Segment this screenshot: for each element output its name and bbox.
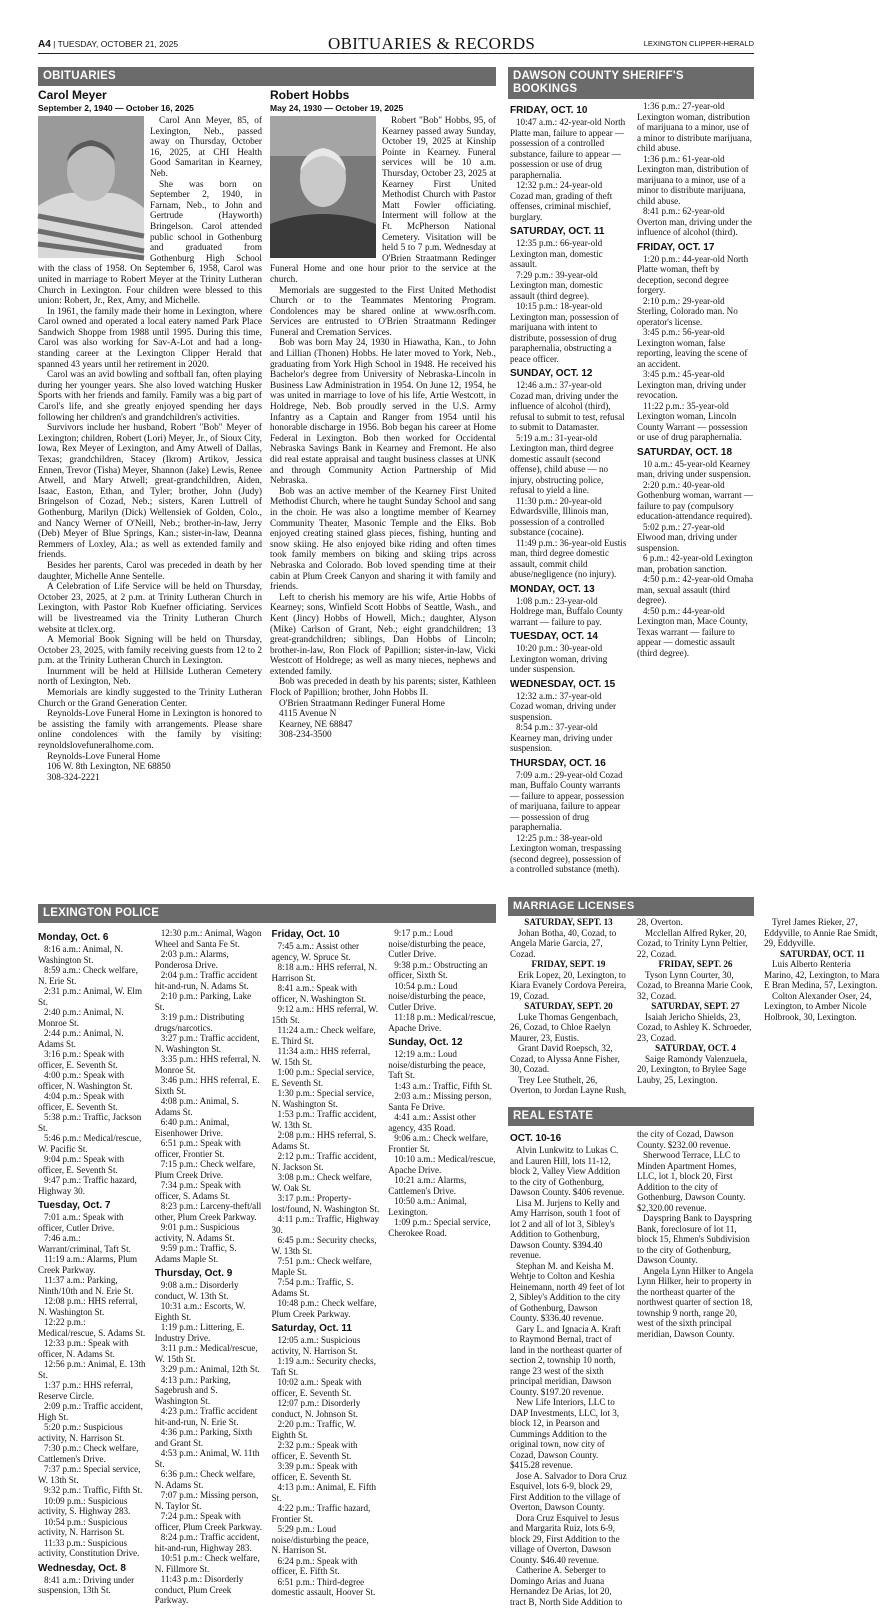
- police-list: [38, 928, 496, 1606]
- list-item: Erik Lopez, 20, Lexington, to Kiara Evanely Cordova Pereira, 19, Cozad.: [510, 969, 627, 1001]
- obit-paragraph: Reynolds-Love Funeral Home in Lexington is honored to be assisting the family with arrangements. Please share online condolences with the family by visiting: reynoldslovefuneralhome.com.: [38, 709, 262, 752]
- marriage-list: [510, 917, 880, 1099]
- list-item: 3:11 p.m.: Medical/rescue, W. 15th St.: [154, 1343, 258, 1364]
- list-item: 5:38 p.m.: Traffic, Jackson St.: [38, 1112, 142, 1133]
- list-item: Mcclellan Alfred Ryker, 20, Cozad, to Trinity Lynn Peltier, 22, Cozad.: [637, 927, 748, 959]
- obit-photo: [270, 116, 376, 258]
- list-item: 8:41 a.m.: Driving under suspension, 13th St.: [38, 1574, 135, 1595]
- list-item: 3:45 p.m.: 45-year-old Lexington man, driving under revocation.: [637, 369, 747, 400]
- list-item: Alvin Lunkwitz to Lukas C. and Lauren Hill, lots 11-12, block 2, Valley View Addition to the city of Gothenburg, Dawson County. $406 revenue.: [510, 1145, 625, 1197]
- list-item: 10:31 a.m.: Escorts, W. Eighth St.: [154, 1301, 246, 1322]
- list-item: 4:23 p.m.: Traffic accident hit-and-run, N. Erie St.: [154, 1406, 258, 1427]
- list-item: Jose A. Salvador to Dora Cruz Esquivel, lots 6-9, block 29, First Addition to the village of Overton, Dawson County.: [510, 1470, 627, 1512]
- day-heading: SATURDAY, OCT. 18: [637, 446, 733, 458]
- list-item: 8:16 a.m.: Animal, N. Washington St.: [38, 944, 124, 965]
- list-item: Lisa M. Jurjens to Kelly and Amy Harrison, south 1 foot of lot 2 and all of lot 3, Sibley's Addition to Gothenburg, Dawson County. $394.40 revenue.: [510, 1197, 621, 1260]
- list-item: 9:06 a.m.: Check welfare, Frontier St.: [388, 1133, 489, 1154]
- list-item: 7:24 p.m.: Speak with officer, Plum Creek Parkway.: [154, 1511, 262, 1532]
- list-item: 7:37 p.m.: Special service, W. 13th St.: [38, 1464, 141, 1485]
- day-heading: Monday, Oct. 6: [38, 932, 109, 943]
- list-item: 12:25 p.m.: 38-year-old Lexington woman, trespassing (second degree), possession of a controlled substance (meth).: [510, 832, 622, 874]
- list-item: 10:50 a.m.: Animal, Lexington.: [388, 1196, 467, 1217]
- funeral-home-address: 308-324-2221: [47, 772, 100, 783]
- page-header: [38, 34, 754, 54]
- day-heading: Friday, Oct. 10: [271, 929, 340, 940]
- list-item: 11:22 p.m.: 35-year-old Lexington woman, Lincoln County Warrant — possession or use of drug paraphernalia.: [637, 400, 748, 442]
- list-item: 6:51 p.m.: Third-degree domestic assault, Hoover St.: [271, 1576, 376, 1597]
- list-item: 12:08 p.m.: HHS referral, N. Washington St.: [38, 1296, 138, 1317]
- list-item: Catherine A. Seberger to Domingo Arias and Juana Hernandez De Arias, lot 20, tract B, North Side Addition to the city of Cozad, Dawson County. $232.00 revenue.: [510, 1129, 734, 1607]
- list-item: 11:49 p.m.: 36-year-old Eustis man, third degree domestic assault, commit child abuse/negligence (no injury).: [510, 537, 627, 579]
- funeral-home-address: 308-234-3500: [279, 730, 332, 741]
- list-item: Luke Thomas Gengenbach, 26, Cozad, to Chloe Raelyn Maurer, 23, Eustis.: [510, 1011, 619, 1043]
- list-item: 6:51 p.m.: Speak with officer, Frontier St.: [154, 1138, 241, 1159]
- obit-paragraph: Besides her parents, Carol was preceded in death by her daughter, Michelle Anne Sentelle.: [38, 560, 262, 582]
- funeral-home-address: 106 W. 8th Lexington, NE 68850: [47, 762, 171, 773]
- obit-name: Carol Meyer: [38, 88, 107, 102]
- list-item: 4:41 a.m.: Assist other agency, 435 Road.: [388, 1112, 476, 1133]
- list-item: 9:01 p.m.: Suspicious activity, N. Adams St.: [154, 1222, 240, 1243]
- day-heading: SUNDAY, OCT. 12: [510, 368, 593, 379]
- list-item: 10:48 p.m.: Check welfare, Plum Creek Parkway.: [271, 1298, 377, 1319]
- list-item: 1:08 p.m.: 23-year-old Holdrege man, Buffalo County warrant — failure to pay.: [510, 595, 623, 627]
- list-item: 1:36 p.m.: 27-year-old Lexington woman, distribution of marijuana to a minor, use of a minor to distribute marijuana, child abuse.: [637, 101, 752, 153]
- list-item: 8:41 a.m.: Speak with officer, N. Washington St.: [271, 983, 367, 1004]
- list-item: 3:19 p.m.: Distributing drugs/narcotics.: [154, 1012, 245, 1033]
- obit-paragraph: Memorials are kindly suggested to the Trinity Lutheran Church or the Grand Generation Center.: [38, 688, 262, 709]
- list-item: 5:02 p.m.: 27-year-old Elwood man, driving under suspension.: [637, 521, 738, 553]
- list-item: 9:12 a.m.: HHS referral, W. 15th St.: [271, 1004, 379, 1025]
- list-item: 2:44 p.m.: Animal, N. Adams St.: [38, 1028, 124, 1049]
- list-item: 1:30 p.m.: Special service, N. Washington St.: [271, 1088, 374, 1109]
- list-item: 7:46 a.m.: Warrant/criminal, Taft St.: [38, 1233, 131, 1254]
- list-item: 4:00 p.m.: Speak with officer, N. Washington St.: [38, 1070, 133, 1091]
- obit-paragraph: Survivors include her husband, Robert "Bob" Meyer of Lexington; children, Robert (Lori) Meyer, Jr., of Sioux City, Iowa, Rex Meyer of Lexington, and Amy Atwell of Dallas, Texas; grandchildren, Stacey (Ikrom) Artikov, Jessica Ennen, Trevor (Tisha) Meyer, Shannon (Jake) Lewis, Renee Atwell, and Mary Atwell; great-grandchildren, Aiden, Isaac, Easton, Ethan, and Tyler; brother, John (Judy) Bringelson of Cozad, Neb.; sisters, Karen Luttrell of Gothenburg, Marilyn (Dick) Wellensiek of Golden, Colo., and Nancy Werner of O'Neill, Neb.; brother-in-law, Jerry (Deb) Meyer of Blue Springs, Kan.; sister-in-law, Deanna Remmers of Loxley, Ala.; as well as extended family and friends.: [38, 423, 262, 561]
- list-item: 1:53 p.m.: Traffic accident, W. 13th St.: [271, 1109, 377, 1130]
- list-item: 6:36 p.m.: Check welfare, N. Adams St.: [154, 1469, 256, 1490]
- list-item: 4:11 p.m.: Traffic, Highway 30.: [271, 1214, 380, 1235]
- list-item: 11:33 p.m.: Suspicious activity, Constitution Drive.: [38, 1537, 140, 1558]
- funeral-home-address: Reynolds-Love Funeral Home: [47, 751, 161, 762]
- list-item: 2:08 p.m.: HHS referral, S. Adams St.: [271, 1130, 376, 1151]
- list-item: 10:20 p.m.: 30-year-old Lexington woman, driving under suspension.: [510, 643, 608, 674]
- obit-paragraph: Carol was an avid bowling and softball fan, often playing during her younger years. She also loved watching Husker Sports with her friends and family. Family was a big part of Carol's life, and she greatly enjoyed spending her days following her children's and grandchildren's activities.: [38, 370, 262, 423]
- list-item: 4:50 p.m.: 42-year-old Omaha man, sexual assault (third degree).: [637, 574, 754, 605]
- list-item: 7:29 p.m.: 39-year-old Lexington man, domestic assault (third degree).: [510, 269, 603, 301]
- obit-paragraph: Bob was an active member of the Kearney First United Methodist Church, where he taught Sunday School and sang in the choir. He was also a longtime member of Kearney Community Theater, Masonic Temple and the Elks. Bob enjoyed creating stained glass pieces, fishing, hunting and snow skiing. He also enjoyed bike riding and often times took family members on biking and skiing trips across Nebraska and Colorado. Bob loved spending time at their cabin at Plum Creek Canyon and sharing it with family and friends.: [270, 486, 496, 593]
- list-item: 6 p.m.: 42-year-old Lexington man, probation sanction.: [637, 553, 753, 574]
- list-item: 7:51 p.m.: Check welfare, Maple St.: [271, 1256, 372, 1277]
- obit-paragraph: Bob was born May 24, 1930 in Hiawatha, Kan., to John and Lillian (Thonen) Hobbs. He later moved to York, Neb., graduating from York High School in 1948. He received his Bachelor's degree from University of Nebraska-Lincoln in Business Law Administration in 1954. On June 12, 1954, he was united in marriage to love of his life, Artie Westcott, in Holdrege, Neb. Bob proudly served in the U.S. Army Infantry as a Captain and Ranger from 1954 until his honorable discharge in 1956. Bob began his career at Home Federal in Lexington. Bob then worked for Occidental Nebraska Savings Bank in Kearney and Fremont. He also did real estate appraisal and taught business classes at UNK and through Community Action Partnership of Mid Nebraska.: [270, 338, 496, 487]
- list-item: 4:22 p.m.: Traffic hazard, Frontier St.: [271, 1503, 371, 1524]
- list-item: Johan Botha, 40, Cozad, to Angela Marie Garcia, 27, Cozad.: [510, 927, 617, 959]
- list-item: 2:20 p.m.: 40-year-old Gothenburg woman, warrant — failure to pay (compulsory education-attendance required).: [637, 479, 754, 521]
- list-item: 9:08 a.m.: Disorderly conduct, W. 13th St.: [154, 1280, 239, 1301]
- list-item: 8:41 p.m.: 62-year-old Overton man, driving under the influence of alcohol (third).: [637, 206, 752, 237]
- day-heading: Tuesday, Oct. 7: [38, 1200, 111, 1211]
- list-item: Tyrel James Rieker, 27, Eddyville, to Annie Rae Smidt, 29, Eddyville.: [764, 917, 878, 948]
- list-item: 2:03 a.m.: Missing person, Santa Fe Drive.: [388, 1091, 492, 1112]
- section-title: OBITUARIES & RECORDS: [328, 34, 536, 53]
- list-item: Saige Ramondy Valenzuela, 20, Lexington, to Brylee Sage Lauby, 25, Lexington.: [637, 1053, 748, 1085]
- list-item: Gary L. and Ignacia A. Kraft to Raymond Bernal, tract of land in the northeast quarter of section 2, township 10 north, range 23 west of the sixth principal meridian, Dawson County. $197.20 revenue.: [510, 1323, 622, 1397]
- list-item: Isaiah Jericho Shields, 23, Cozad, to Ashley K. Schroeder, 23, Cozad.: [637, 1011, 752, 1043]
- list-item: Sherwood Terrace, LLC to Minden Apartment Homes, LLC, lot 1, block 20, First Addition to the city of Gothenburg, Dawson County. $2,320.00 revenue.: [637, 1150, 746, 1213]
- list-item: 7:15 p.m.: Check welfare, Plum Creek Drive.: [154, 1159, 256, 1180]
- list-item: 11:18 p.m.: Medical/rescue, Apache Drive.: [388, 1012, 496, 1033]
- funeral-home-address: 4115 Avenue N: [279, 709, 337, 720]
- list-item: 2:31 p.m.: Animal, W. Elm St.: [38, 986, 143, 1007]
- list-item: 8:18 a.m.: HHS referral, N. Harrison St.: [271, 962, 377, 983]
- list-item: 10 a.m.: 45-year-old Kearney man, driving under suspension.: [637, 458, 751, 479]
- day-heading: SATURDAY, OCT. 11: [510, 226, 605, 237]
- list-item: 12:35 p.m.: 66-year-old Lexington man, domestic assault.: [510, 238, 603, 269]
- list-item: 11:24 a.m.: Check welfare, E. Third St.: [271, 1025, 376, 1046]
- list-item: 3:08 p.m.: Check welfare, W. Oak St.: [271, 1172, 372, 1193]
- day-heading: FRIDAY, SEPT. 26: [658, 959, 733, 969]
- list-item: 4:50 p.m.: 44-year-old Lexington man, Mace County, Texas warrant — failure to appear — domestic assault (third degree).: [637, 605, 748, 658]
- day-heading: Saturday, Oct. 11: [271, 1323, 352, 1334]
- issue-date: TUESDAY, OCTOBER 21, 2025: [57, 39, 179, 49]
- list-item: 8:23 p.m.: Larceny-theft/all other, Plum Creek Parkway.: [154, 1201, 262, 1222]
- list-item: 9:47 p.m.: Traffic hazard, Highway 30.: [38, 1175, 137, 1196]
- list-item: 10:47 a.m.: 42-year-old North Platte man, failure to appear — possession of a controlled substance, failure to appear — possession or use of drug paraphernalia.: [510, 117, 626, 180]
- list-item: 12:30 p.m.: Animal, Wagon Wheel and Santa Fe St.: [154, 928, 262, 949]
- list-item: 2:03 p.m.: Alarms, Ponderosa Drive.: [154, 949, 229, 970]
- list-item: 7:45 a.m.: Assist other agency, W. Spruce St.: [271, 941, 360, 962]
- bookings-header: DAWSON COUNTY SHERIFF'S BOOKINGS: [508, 67, 754, 99]
- list-item: 6:45 p.m.: Security checks, W. 13th St.: [271, 1235, 377, 1256]
- list-item: 5:19 a.m.: 31-year-old Lexington man, third degree domestic assault (second offense), child abuse — no injury, obstructing police, refusal to yield a line.: [510, 432, 614, 495]
- obit-paragraph: Carol Ann Meyer, 85, of Lexington, Neb., passed away on Thursday, October 16, 2025, at CHI Health Good Samaritan in Kearney, Neb.: [150, 116, 262, 179]
- day-heading: TUESDAY, OCT. 14: [510, 631, 598, 642]
- list-item: Angela Lynn Hilker to Angela Lynn Hilker, heir to property in the northeast quarter of the northwest quarter of section 18, township 9 north, range 20, west of the sixth principal meridian, Dawson County.: [637, 1265, 754, 1339]
- list-item: 11:43 p.m.: Disorderly conduct, Plum Creek Parkway.: [154, 1574, 244, 1605]
- obituary-hobbs: [270, 88, 496, 896]
- obit-name: Robert Hobbs: [270, 88, 350, 102]
- day-heading: FRIDAY, OCT. 10: [510, 105, 588, 116]
- obit-paragraph: Left to cherish his memory are his wife, Artie Hobbs of Kearney; sons, Winfield Scott Hobbs of Seattle, Wash., and Kent (Jincy) Hobbs of Howell, Mich.; daughter, Alyson (Mike) Carlson of Grant, Neb.; eight grandchildren; 13 great-grandchildren; siblings, Dan Hobbs of Lincoln; brother-in-law, Ron Flock of Papillion; sister-in-law, Vicki Westcott of Holdrege; as well as many nieces, nephews and extended family.: [270, 592, 496, 677]
- list-item: 5:20 p.m.: Suspicious activity, N. Harrison St.: [38, 1422, 125, 1443]
- day-heading: SATURDAY, OCT. 4: [655, 1043, 736, 1053]
- list-item: 9:17 p.m.: Loud noise/disturbing the peace, Cutler Drive.: [388, 928, 486, 959]
- day-heading: SATURDAY, SEPT. 27: [651, 1001, 740, 1011]
- obit-paragraph: In 1961, the family made their home in Lexington, where Carol owned and operated a local eatery named Park Place Sandwich Shoppe from 1988 until 1995. During this time, Carol was also working for Sav-A-Lot and had a long-standing career at the Lexington Clipper Herald that spanned 43 years until her retirement in 2020.: [38, 306, 262, 370]
- list-item: 9:32 p.m.: Traffic, Fifth St.: [44, 1485, 143, 1495]
- list-item: 1:20 p.m.: 44-year-old North Platte woman, theft by deception, second degree forgery.: [637, 253, 749, 295]
- real-estate-list: [510, 1129, 754, 1607]
- obit-paragraph: A Memorial Book Signing will be held on Thursday, October 23, 2025, with family receiving guests from 12 to 2 p.m. at the Trinity Lutheran Church in Lexington.: [38, 635, 262, 667]
- list-item: 4:04 p.m.: Speak with officer, E. Seventh St.: [38, 1091, 125, 1112]
- list-item: 12:56 p.m.: Animal, E. 13th St.: [38, 1359, 146, 1380]
- list-item: 3:16 p.m.: Speak with officer, E. Seventh St.: [38, 1049, 125, 1070]
- list-item: Tyson Lynn Courter, 30, Cozad, to Breanna Marie Cook, 32, Cozad.: [637, 969, 753, 1001]
- list-item: 6:24 p.m.: Speak with officer, E. Fifth St.: [271, 1555, 358, 1576]
- list-item: 3:46 p.m.: HHS referral, E. Sixth St.: [154, 1075, 260, 1096]
- police-header: LEXINGTON POLICE: [38, 904, 496, 923]
- list-item: 8:54 p.m.: 37-year-old Kearney man, driving under suspension.: [510, 722, 613, 753]
- list-item: Dora Cruz Esquivel to Jesus and Margarita Ruiz, lots 6-9, block 29, First Addition to the village of Overton, Dawson County. $46.40 revenue.: [510, 1512, 620, 1565]
- page-info: A4 | TUESDAY, OCTOBER 21, 2025: [38, 39, 179, 50]
- day-heading: SATURDAY, OCT. 11: [780, 948, 865, 959]
- day-heading: FRIDAY, SEPT. 19: [531, 959, 606, 969]
- list-item: 10:02 a.m.: Speak with officer, E. Seventh St.: [271, 1377, 362, 1398]
- list-item: Dayspring Bank to Dayspring Bank, foreclosure of lot 11, block 15, Ehmen's Subdivision to the city of Gothenburg, Dawson County.: [637, 1213, 752, 1265]
- day-heading: SATURDAY, SEPT. 13: [524, 917, 613, 927]
- list-item: 10:54 p.m.: Suspicious activity, N. Harrison St.: [38, 1516, 128, 1537]
- list-item: 3:35 p.m.: HHS referral, N. Monroe St.: [154, 1054, 261, 1075]
- list-item: 10:15 p.m.: 18-year-old Lexington man, possession of marijuana with intent to distribute, possession of drug paraphernalia, obstructing a peace officer.: [510, 301, 619, 364]
- obit-paragraph: A Celebration of Life Service will be held on Thursday, October 23, 2025, at 2 p.m. at Trinity Lutheran Church in Lexington, with Pastor Rob Kuefner officiating. Services will be livestreamed via the Trinity Lutheran Church website at tlclex.org.: [38, 582, 262, 635]
- list-item: 10:09 p.m.: Suspicious activity, S. Highway 283.: [38, 1495, 131, 1516]
- day-heading: Sunday, Oct. 12: [388, 1037, 463, 1048]
- day-heading: FRIDAY, OCT. 17: [637, 241, 715, 253]
- day-heading: WEDNESDAY, OCT. 15: [510, 678, 616, 690]
- list-item: 9:04 p.m.: Speak with officer, E. Seventh St.: [38, 1154, 125, 1175]
- day-heading: OCT. 10-16: [510, 1133, 562, 1144]
- day-heading: SATURDAY, SEPT. 20: [524, 1001, 613, 1011]
- obit-paragraph: Robert "Bob" Hobbs, 95, of Kearney passed away Sunday, October 19, 2025 at Kinship Pointe in Kearney. Funeral services will be 10 a.m. Thursday, October 23, 2025 at Kearney First United Methodist Church with Pastor Matt Fowler officiating. Interment will follow at the Ft. McPherson National Cemetery. Visitation will be held 5 to 7 p.m. Wednesday at O'Brien Straatmann Redinger Funeral Home and one hour prior to the service at the church.: [270, 116, 496, 285]
- list-item: 3:29 p.m.: Animal, 12th St.: [160, 1364, 260, 1374]
- list-item: 1:37 p.m.: HHS referral, Reserve Circle.: [38, 1380, 133, 1401]
- list-item: 2:12 p.m.: Traffic accident, N. Jackson St.: [271, 1151, 377, 1172]
- list-item: 1:19 p.m.: Littering, E. Industry Drive.: [154, 1322, 245, 1343]
- list-item: 11:30 p.m.: 20-year-old Edwardsville, Illinois man, possession of a controlled substance (cocaine).: [510, 495, 609, 537]
- real-estate-header: REAL ESTATE: [508, 1107, 754, 1126]
- list-item: 10:54 p.m.: Loud noise/disturbing the peace, Cutler Drive.: [388, 980, 486, 1012]
- list-item: 12:33 p.m.: Speak with officer, N. Adams St.: [38, 1338, 129, 1359]
- list-item: 2:04 p.m.: Traffic accident hit-and-run, N. Adams St.: [154, 970, 258, 991]
- day-heading: Thursday, Oct. 9: [154, 1268, 233, 1279]
- list-item: 7:34 p.m.: Speak with officer, S. Adams St.: [154, 1180, 241, 1201]
- list-item: 9:59 p.m.: Traffic, S. Adams Maple St.: [154, 1243, 237, 1264]
- list-item: 3:27 p.m.: Traffic accident, N. Washington St.: [154, 1033, 260, 1054]
- obit-paragraph: She was born on September 2, 1940, in Farnam, Neb., to John and Gertrude (Hayworth) Bringelson. Carol attended public school in Gothenburg and graduated from Gothenburg High School with the class of 1958. On September 6, 1958, Carol was united in marriage to Robert Meyer at the Trinity Lutheran Church in Lexington. Four children were blessed to this union: Robert, Jr., Rex, Amy, and Michelle.: [38, 179, 262, 307]
- obit-paragraph: Bob was preceded in death by his parents; sister, Kathleen Flock of Papillion; brother, John Hobbs II.: [270, 677, 496, 699]
- list-item: 8:24 p.m.: Traffic accident, hit-and-run, Highway 283.: [154, 1532, 260, 1553]
- obituary-meyer: [38, 88, 262, 896]
- list-item: 1:19 a.m.: Security checks, Taft St.: [271, 1356, 376, 1377]
- list-item: 11:34 a.m.: HHS referral, W. 15th St.: [271, 1046, 371, 1067]
- list-item: 9:38 p.m.: Obstructing an officer, Sixth St.: [388, 959, 488, 980]
- list-item: 12:32 p.m.: 24-year-old Cozad man, grading of theft offenses, criminal mischief, burglary.: [510, 180, 613, 222]
- list-item: 8:59 a.m.: Check welfare, N. Erie St.: [38, 965, 138, 986]
- list-item: 10:10 a.m.: Medical/rescue, Apache Drive.: [388, 1154, 496, 1175]
- list-item: 2:20 p.m.: Traffic, W. Eighth St.: [271, 1419, 356, 1440]
- list-item: 7:30 p.m.: Check welfare, Cattlemen's Drive.: [38, 1443, 139, 1464]
- list-item: 7:09 a.m.: 29-year-old Cozad man, Buffalo County warrants — failure to appear, possession of marijuana, failure to appear — possession of drug paraphernalia.: [510, 769, 625, 832]
- list-item: 12:05 a.m.: Suspicious activity, N. Harrison St.: [271, 1335, 361, 1356]
- list-item: 2:09 p.m.: Traffic accident, High St.: [38, 1401, 143, 1422]
- obit-paragraph: Inurnment will be held at Hillside Lutheran Cemetery north of Lexington, Neb.: [38, 666, 262, 688]
- list-item: 7:54 p.m.: Traffic, S. Adams St.: [271, 1277, 354, 1298]
- list-item: 12:07 p.m.: Disorderly conduct, N. Johnson St.: [271, 1398, 361, 1419]
- list-item: 10:21 a.m.: Alarms, Cattlemen's Drive.: [388, 1175, 467, 1196]
- list-item: Colton Alexander Oser, 24, Lexington, to Amber Nicole Holbrook, 30, Lexington.: [764, 990, 872, 1022]
- list-item: 3:45 p.m.: 56-year-old Lexington woman, false reporting, leaving the scene of an accident.: [637, 327, 748, 369]
- page-number: A4: [38, 39, 51, 50]
- list-item: 5:29 p.m.: Loud noise/disturbing the peace, N. Harrison St.: [271, 1524, 369, 1555]
- list-item: 4:13 p.m.: Animal, E. Fifth St.: [271, 1482, 377, 1503]
- list-item: 12:32 a.m.: 37-year-old Cozad woman, driving under suspension.: [510, 690, 617, 722]
- list-item: Luis Alberto Renteria Marino, 42, Lexington, to Mara E Bran Medina, 57, Lexington.: [764, 959, 880, 990]
- marriage-header: MARRIAGE LICENSES: [508, 897, 754, 916]
- list-item: 2:32 p.m.: Speak with officer, E. Seventh St.: [271, 1440, 358, 1461]
- list-item: Grant David Roepsch, 32, Cozad, to Alyssa Anne Fisher, 30, Cozad.: [510, 1043, 620, 1074]
- list-item: 2:10 p.m.: Parking, Lake St.: [154, 991, 252, 1012]
- list-item: 2:10 p.m.: 29-year-old Sterling, Colorado man. No operator's license.: [637, 295, 738, 327]
- obit-dates: May 24, 1930 — October 19, 2025: [270, 103, 404, 113]
- list-item: 11:37 a.m.: Parking, Ninth/10th and N. Erie St.: [38, 1275, 134, 1296]
- bookings-list: [510, 101, 754, 889]
- list-item: 6:40 p.m.: Animal, Eisenhower Drive.: [154, 1117, 230, 1138]
- list-item: 7:01 a.m.: Speak with officer, Cutler Drive.: [38, 1212, 124, 1233]
- day-heading: Wednesday, Oct. 8: [38, 1562, 126, 1574]
- list-item: Stephan M. and Keisha M. Wehtje to Colton and Keshia Heinemann, north 49 feet of lot 2, Sibley's Addition to the city of Gothenburg, Dawson County. $336.40 revenue.: [510, 1260, 625, 1323]
- list-item: 12:19 a.m.: Loud noise/disturbing the peace, Taft St.: [388, 1049, 486, 1080]
- list-item: 7:07 p.m.: Missing person, N. Taylor St.: [154, 1490, 259, 1511]
- list-item: 1:09 p.m.: Special service, Cherokee Road.: [388, 1217, 491, 1238]
- paper-name: LEXINGTON CLIPPER-HERALD: [643, 39, 754, 48]
- list-item: 4:53 p.m.: Animal, W. 11th St.: [154, 1448, 260, 1469]
- funeral-home-address: O'Brien Straatmann Redinger Funeral Home: [279, 698, 445, 709]
- day-heading: THURSDAY, OCT. 16: [510, 757, 606, 769]
- list-item: 1:43 a.m.: Traffic, Fifth St.: [394, 1080, 493, 1091]
- list-item: 11:19 a.m.: Alarms, Plum Creek Parkway.: [38, 1254, 138, 1275]
- funeral-home-address: Kearney, NE 68847: [279, 719, 353, 730]
- obit-photo: [38, 116, 144, 258]
- list-item: 12:22 p.m.: Medical/rescue, S. Adams St.: [38, 1317, 146, 1338]
- list-item: 1:36 p.m.: 61-year-old Lexington man, distribution of marijuana to a minor, use of a minor to distribute marijuana, child abuse.: [637, 153, 749, 206]
- obit-paragraph: Memorials are suggested to the First United Methodist Church or to the Teammates Mentoring Program. Condolences may be shared online at www.osrfh.com. Services are entrusted to O'Brien Straatmann Redinger Funeral and Cremation Services.: [270, 285, 496, 338]
- list-item: 3:17 p.m.: Property-lost/found, N. Washington St.: [271, 1193, 380, 1214]
- list-item: 12:46 a.m.: 37-year-old Cozad man, driving under the influence of alcohol (third), refusal to submit to test, refusal to submit to Datamaster.: [510, 380, 625, 432]
- list-item: 5:46 p.m.: Medical/rescue, W. Pacific St.: [38, 1133, 142, 1154]
- list-item: 2:40 p.m.: Animal, N. Monroe St.: [38, 1007, 124, 1028]
- list-item: Trey Lee Stuthelt, 26, Overton, to Jordan Layne Rush, 28, Overton.: [510, 917, 683, 1095]
- list-item: 4:13 p.m.: Parking, Sagebrush and S. Washington St.: [154, 1374, 231, 1406]
- obit-dates: September 2, 1940 — October 16, 2025: [38, 103, 194, 113]
- day-heading: MONDAY, OCT. 13: [510, 583, 595, 595]
- list-item: 10:51 p.m.: Check welfare, N. Fillmore St.: [154, 1553, 260, 1574]
- list-item: 3:39 p.m.: Speak with officer, E. Seventh St.: [271, 1461, 358, 1482]
- obituaries-header: OBITUARIES: [38, 67, 496, 86]
- list-item: New Life Interiors, LLC to DAP Investments, LLC, lot 3, block 12, in Pearson and Cummings Addition to the original town, now city of Cozad, Dawson County. $415.28 revenue.: [510, 1397, 620, 1470]
- list-item: 4:36 p.m.: Parking, Sixth and Grant St.: [154, 1427, 253, 1448]
- list-item: 4:08 p.m.: Animal, S. Adams St.: [154, 1096, 239, 1117]
- list-item: 1:00 p.m.: Special service, E. Seventh St.: [271, 1067, 374, 1088]
